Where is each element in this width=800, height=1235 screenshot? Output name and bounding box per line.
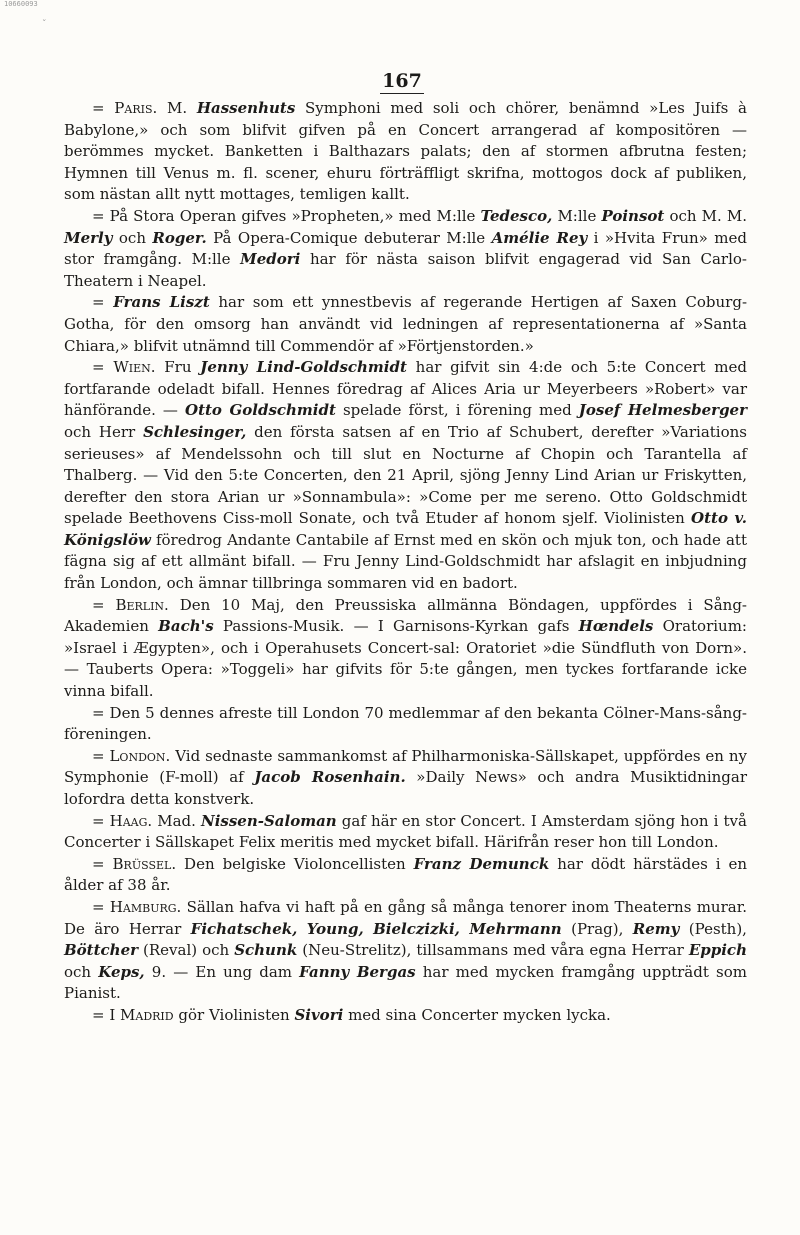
text-run [364, 920, 373, 938]
person-name: Nissen-Saloman [200, 811, 337, 830]
text-run: (Prag), [561, 919, 633, 938]
text-run: = På Stora Operan gifves »Propheten,» med M:lle [92, 206, 481, 225]
text-run: har gifvit sin 4:de och 5:te Concert med fortfarande odeladt bifall. Hennes föredrag af Alices Aria ur Meyerbeers »Robert» var hänförande. — [64, 358, 748, 420]
news-item-london [64, 746, 747, 811]
place-name: Hamburg. [109, 897, 182, 916]
news-item-berlin [64, 595, 747, 703]
text-run: Oratorium: »Israel i Ægypten», och i Operahusets Concert-sal: Oratoriet »die Sündfluth von Dorn». — Tauberts Opera: »Toggeli» har gifvits för 5:te gången, men tyckes fortfarande icke vinna bifall. [64, 617, 747, 701]
person-name: Hœndels [578, 617, 654, 636]
news-item-haag [64, 811, 747, 854]
place-name: Berlin. [115, 595, 169, 614]
text-run: gör Violinisten [173, 1005, 295, 1024]
text-run: = [92, 293, 114, 312]
text-run: spelade först, i förening med [335, 401, 579, 420]
text-run: På Opera-Comique debuterar M:lle [206, 228, 492, 247]
text-run: = [92, 99, 115, 117]
text-run: föredrog Andante Cantabile af Ernst med en skön och mjuk ton, och hade att fägna sig af ett allmänt bifall. — Fru Jenny Lind-Goldschmidt har afslagit en inbjudning från London, och ämnar tillbringa sommaren vid en badort. [64, 530, 747, 593]
place-name: Haag. [109, 811, 153, 830]
news-item-coeln [64, 703, 747, 746]
news-item-wien [64, 357, 747, 595]
text-run: Vid sednaste sammankomst af Philharmoniska-Sällskapet, uppfördes en ny Symphonie (F-moll) af [64, 746, 747, 787]
text-run: = Den 5 dennes afreste till London 70 medlemmar af den bekanta Cölner-Mans-sång-föreningen. [64, 703, 747, 744]
person-name: Amélie Rey [491, 228, 588, 247]
news-item-liszt [64, 292, 747, 357]
person-name: Josef Helmesberger [578, 401, 747, 420]
person-name: Schunk [234, 941, 298, 960]
text-column [64, 98, 747, 1027]
place-name: London. [109, 746, 171, 765]
text-run: har med mycken framgång uppträdt som Pianist. [64, 962, 747, 1003]
person-name: Keps, [98, 962, 145, 981]
text-run: 9. — En ung dam [144, 962, 300, 981]
text-run: Fru [155, 358, 201, 377]
text-run [460, 920, 469, 938]
text-run: (Pesth), [679, 919, 747, 938]
text-run: har som ett ynnestbevis af regerande Hertigen af Saxen Coburg-Gotha, för den omsorg han användt vid ledningen af representationerna af »Santa Chiara,» blifvit utnämnd till Commendör af »Förtjenstorden.» [64, 293, 748, 355]
person-name: Roger. [152, 228, 207, 247]
person-name: Tedesco, [480, 206, 553, 225]
news-item-madrid [64, 1005, 747, 1027]
text-run: = [92, 746, 110, 765]
text-run: Den belgiske Violoncellisten [176, 854, 414, 873]
text-run: Mad. [152, 811, 201, 830]
person-name: Medori [240, 250, 301, 269]
text-run: = [92, 358, 114, 377]
person-name: Sivori [294, 1005, 344, 1024]
text-run: den första satsen af en Trio af Schubert, derefter »Variations serieuses» af Mendelssohn och till slut en Nocturne af Chopin och Tarantella af Thalberg. — Vid den 5:te Concerten, den 21 April, sjöng Jenny Lind Arian ur Friskytten, derefter den stora Arian ur »Sonnambula»: »Come per me sereno. Otto Goldschmidt spelade Beethovens Ciss-moll Sonate, och två Etuder af honom sjelf. Violinisten [64, 422, 747, 528]
person-name: Bach's [158, 617, 214, 636]
text-run: och Herr [64, 422, 144, 441]
person-name: Fichatschek, [190, 919, 298, 938]
text-run: (Reval) och [138, 941, 235, 960]
text-run: i »Hvita Frun» med stor framgång. M:lle [64, 228, 747, 269]
news-item-bruessel [64, 854, 747, 897]
text-run [297, 920, 306, 938]
person-name: Böttcher [64, 941, 139, 960]
person-name: Franz Demunck [413, 854, 550, 873]
text-run: = [92, 897, 110, 916]
person-name: Eppich [688, 941, 747, 960]
text-run: = I [92, 1005, 121, 1024]
person-name: Otto v. Königslöw [64, 509, 747, 549]
person-name: Mehrmann [469, 919, 562, 938]
margin-mark: ˇ [42, 20, 47, 30]
person-name: Remy [632, 919, 680, 938]
text-run: Passions-Musik. — I Garnisons-Kyrkan gafs [213, 617, 579, 636]
text-run: = [92, 811, 110, 830]
text-run: Den 10 Maj, den Preussiska allmänna Böndagen, uppfördes i Sång-Akademien [64, 595, 747, 636]
news-item-paris [64, 98, 747, 206]
person-name: Schlesinger, [143, 422, 247, 441]
news-item-paris-opera [64, 206, 747, 292]
person-name: Jacob Rosenhain. [254, 768, 406, 787]
news-item-hamburg [64, 897, 747, 1005]
place-name: Brüssel. [112, 854, 177, 873]
page-number: 167 [380, 70, 424, 94]
person-name: Young, [306, 919, 364, 938]
person-name: Poinsot [601, 206, 665, 225]
text-run: med sina Concerter mycken lycka. [343, 1005, 611, 1024]
text-run: M. [157, 99, 197, 117]
scan-id: 10660093 [4, 0, 38, 8]
person-name: Jenny Lind-Goldschmidt [200, 358, 407, 377]
person-name: Frans Liszt [113, 293, 210, 312]
person-name: Bielczizki, [373, 919, 460, 938]
text-run: (Neu-Strelitz), tillsammans med våra egna Herrar [297, 941, 689, 960]
place-name: Wien. [113, 358, 156, 377]
text-run: har dödt härstädes i en ålder af 38 år. [64, 854, 748, 895]
text-run: = [92, 595, 116, 614]
text-run: och [64, 962, 99, 981]
text-run: = [92, 854, 113, 873]
text-run: M:lle [552, 206, 602, 225]
text-run: och M. M. [664, 206, 748, 225]
place-name: Madrid [120, 1005, 174, 1024]
text-run: »Daily News» och andra Musiktidningar lofordra detta konstverk. [64, 768, 747, 808]
person-name: Merly [64, 228, 113, 247]
person-name: Otto Goldschmidt [185, 401, 336, 420]
text-run: gaf här en stor Concert. I Amsterdam sjöng hon i två Concerter i Sällskapet Felix meritis med mycket bifall. Härifrån reser hon till London. [64, 811, 747, 852]
person-name: Fanny Bergas [299, 962, 416, 981]
text-run: och [112, 228, 153, 247]
text-run: har för nästa saison blifvit engagerad vid San Carlo-Theatern i Neapel. [64, 250, 747, 290]
person-name: Hassenhuts [196, 99, 296, 117]
text-run: Sällan hafva vi haft på en gång så många tenorer inom Theaterns murar. De äro Herrar [64, 897, 747, 938]
place-name: Paris. [114, 99, 158, 117]
text-run: Symphoni med soli och chörer, benämnd »Les Juifs à Babylone,» och som blifvit gifven på en Concert arrangerad af kompositören — berömmes mycket. Banketten i Balthazars palats; den af stormen afbrutna festen; Hymnen till Venus m. fl. scener, ehuru förträffligt skrifna, mottogos dock af publiken, som nästan allt nytt mottages, temligen kallt. [64, 99, 747, 204]
